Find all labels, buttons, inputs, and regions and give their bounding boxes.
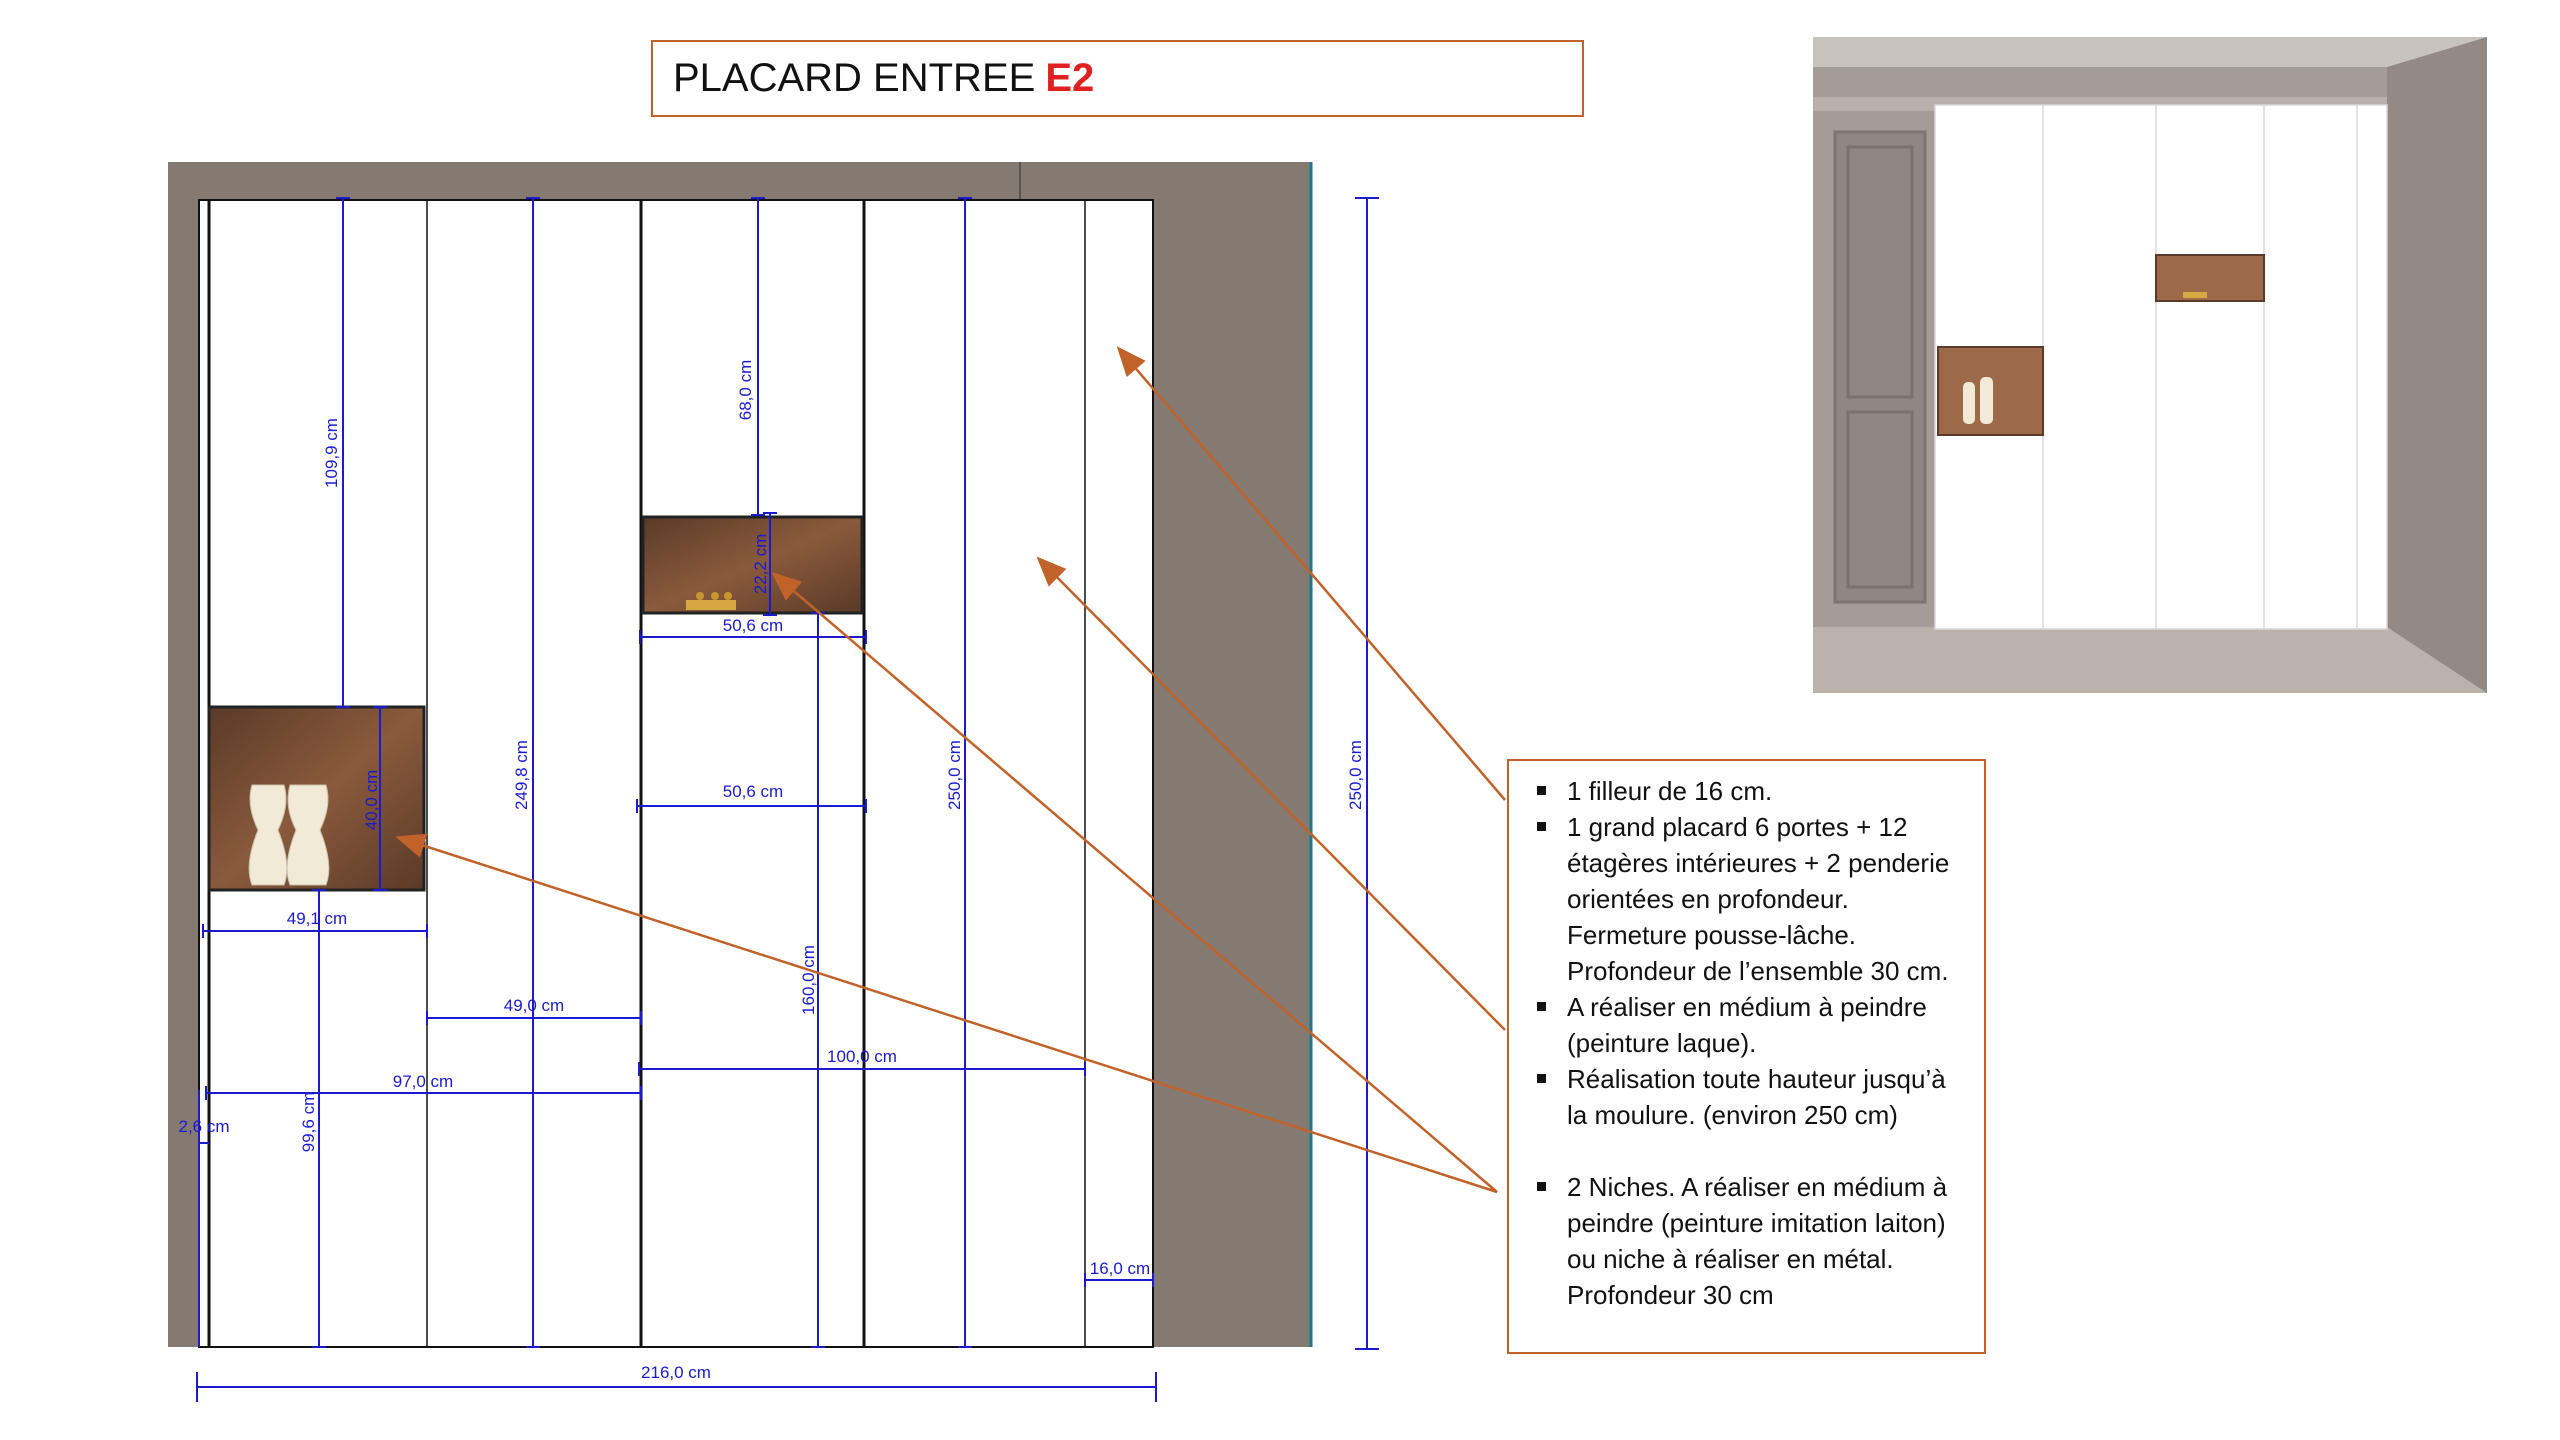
note-item: 2 Niches. A réaliser en médium à peindre (peinture imitation laiton) ou niche à réaliser en métal. Profondeur 30 cm: [1529, 1169, 1966, 1313]
dim-label-door-width: 49,0 cm: [503, 996, 565, 1015]
note-item: 1 grand placard 6 portes + 12 étagères intérieures + 2 penderie orientées en profondeur. Fermeture pousse-lâche. Profondeur de l’ensemble 30 cm.: [1529, 809, 1966, 989]
notes-list: [1529, 773, 1966, 1313]
vase: [1963, 382, 1975, 424]
dim-label-left-width: 97,0 cm: [392, 1072, 454, 1091]
dim-label-total-inner-height: 249,8 cm: [512, 740, 531, 810]
dim-label-right-width: 100,0 cm: [827, 1047, 897, 1066]
dim-label-lower-niche-height: 160,0 cm: [799, 945, 818, 1015]
dim-label-right-height: 250,0 cm: [945, 740, 964, 810]
note-item: 1 filleur de 16 cm.: [1529, 773, 1966, 809]
dim-label-filler-width: 16,0 cm: [1089, 1259, 1151, 1278]
dim-label-total-width: 216,0 cm: [641, 1363, 711, 1382]
floor: [1813, 627, 2487, 693]
shelf-object: [724, 592, 732, 600]
title-code: E2: [1045, 56, 1095, 100]
dim-label-niche-top-width: 50,6 cm: [722, 616, 784, 635]
note-item: Réalisation toute hauteur jusqu’à la moulure. (environ 250 cm): [1529, 1061, 1966, 1133]
dim-label-edge-width: 2,6 cm: [178, 1117, 230, 1136]
dim-label-niche-top-height: 68,0 cm: [736, 359, 755, 421]
dim-label-overall-height: 250,0 cm: [1346, 740, 1365, 810]
dim-label-left-upper-height: 109,9 cm: [322, 418, 341, 488]
shelf-object: [696, 592, 704, 600]
shelf-object: [2183, 292, 2207, 298]
title-text: PLACARD ENTREE: [673, 56, 1036, 100]
niche-left: [209, 707, 424, 890]
shelf-object: [686, 600, 736, 610]
note-item: A réaliser en médium à peindre (peinture laque).: [1529, 989, 1966, 1061]
dim-label-niche-left-height: 40,0 cm: [362, 769, 381, 831]
dim-label-niche-top-inner-height: 22,2 cm: [751, 533, 770, 595]
dim-label-left-lower-height: 99,6 cm: [299, 1091, 318, 1153]
niche-top-render: [2156, 255, 2264, 301]
vase: [1980, 377, 1993, 424]
render-image: [1813, 37, 2487, 693]
side-wall: [2387, 37, 2487, 693]
ceiling: [1813, 37, 2487, 67]
notes-box: [1507, 759, 1986, 1354]
dim-label-mid-width: 50,6 cm: [722, 782, 784, 801]
dim-label-niche-left-width: 49,1 cm: [286, 909, 348, 928]
shelf-object: [711, 592, 719, 600]
